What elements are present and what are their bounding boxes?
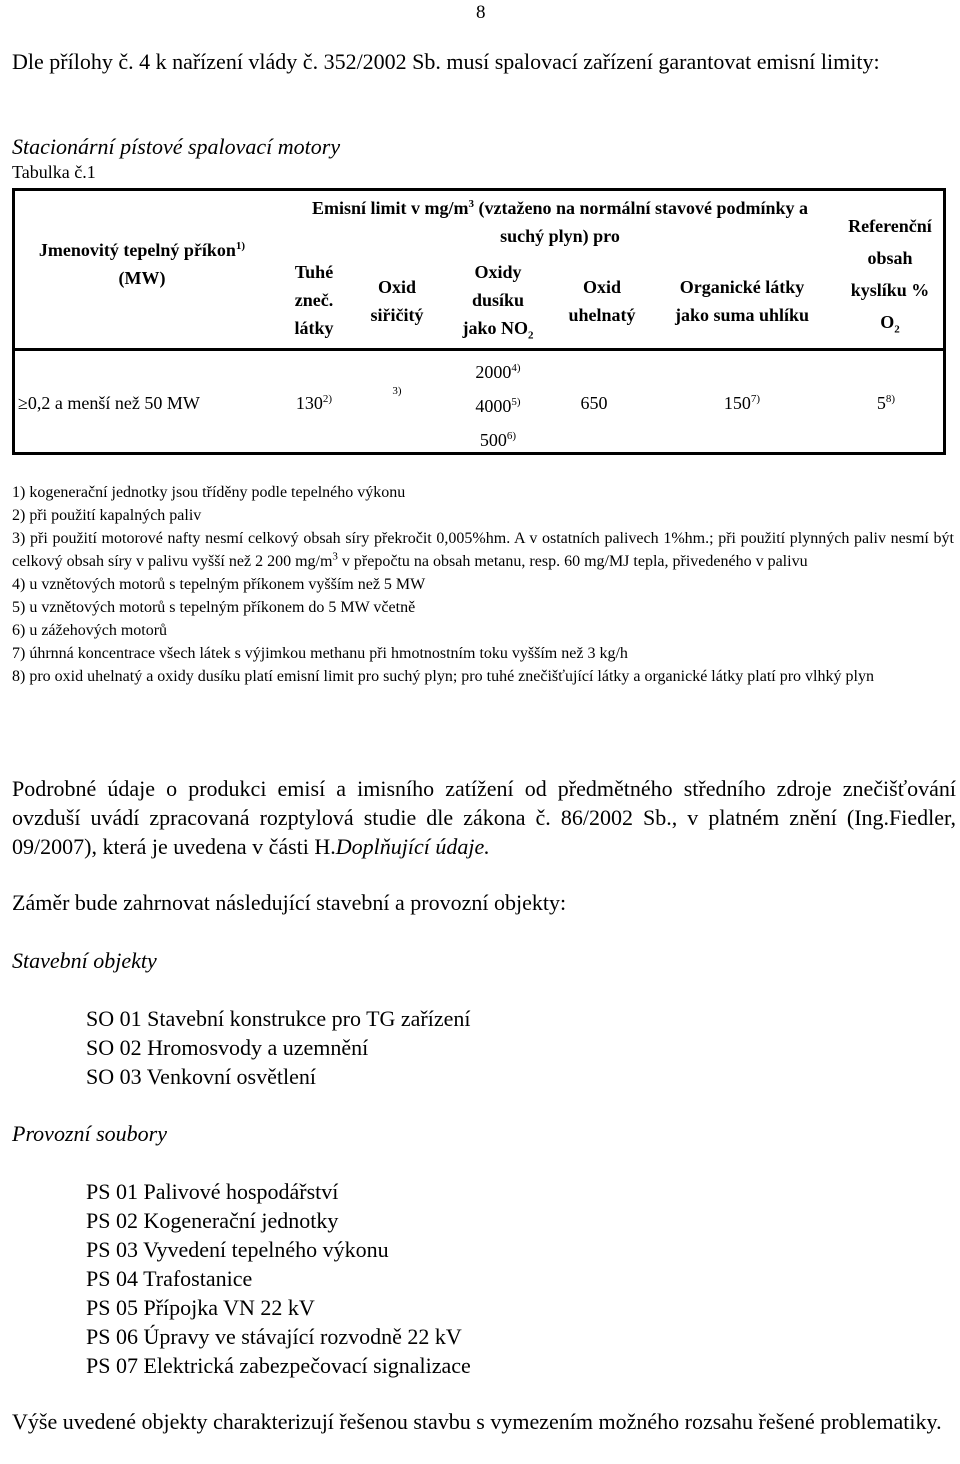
emissions-paragraph <box>12 774 956 861</box>
header-ref-4: O <box>880 312 895 332</box>
nox-value-2: 4000 <box>475 396 512 416</box>
row-so2-value <box>352 381 442 409</box>
list-item: PS 01 Palivové hospodářství <box>86 1179 339 1204</box>
table-subtitle: Stacionární pístové spalovací motory <box>12 134 341 159</box>
header-ref-sub: 2 <box>894 323 900 336</box>
header-emission-group <box>290 194 830 250</box>
list-item: PS 05 Přípojka VN 22 kV <box>86 1295 315 1320</box>
footnote-3-text-b: v přepočtu na obsah metanu, resp. 60 mg/MJ tepla, přivedeného v palivu <box>337 553 808 570</box>
list-item: SO 01 Stavební konstrukce pro TG zařízení <box>86 1006 471 1031</box>
header-co-2: uhelnatý <box>568 305 636 325</box>
header-organic <box>652 273 832 329</box>
header-nox-sub: 2 <box>528 329 534 342</box>
construction-objects-heading: Stavební objekty <box>12 948 157 973</box>
header-organic-2: jako suma uhlíku <box>674 305 810 325</box>
list-item: SO 03 Venkovní osvětlení <box>86 1064 316 1089</box>
header-nox-2: dusíku <box>471 290 525 310</box>
list-item: SO 02 Hromosvody a uzemnění <box>86 1035 369 1060</box>
nox-note-1: 4) <box>511 362 521 374</box>
organic-value: 150 <box>723 393 751 413</box>
header-co <box>552 273 652 329</box>
table-footnotes <box>12 481 954 688</box>
page-number: 8 <box>476 2 486 23</box>
list-item: PS 04 Trafostanice <box>86 1266 253 1291</box>
construction-objects-list <box>86 1004 471 1091</box>
header-ref-1: Referenční <box>848 216 932 236</box>
operating-units-list <box>86 1177 471 1380</box>
header-nox <box>446 258 550 342</box>
emissions-paragraph-text: Podrobné údaje o produkci emisí a imisního zatížení od předmětného středního zdroje znečišťování ovzduší uvádí zpracovaná rozptylová studie dle zákona č. 86/2002 Sb., v platném znění (Ing.Fiedler, 09/2007), která je uvedena v části H. <box>12 776 956 859</box>
solid-note: 2) <box>322 393 333 405</box>
row-reference-value <box>834 389 938 417</box>
nox-note-3: 6) <box>506 430 517 442</box>
header-ref-2: obsah <box>867 248 913 268</box>
table-label: Tabulka č.1 <box>12 162 96 182</box>
header-power-note: 1) <box>235 240 246 252</box>
header-so2-1: Oxid <box>377 277 416 297</box>
emissions-paragraph-reference: Doplňující údaje. <box>335 834 490 859</box>
intro-text: Dle přílohy č. 4 k nařízení vlády č. 352/2002 Sb. musí spalovací zařízení garantovat emisní limity: <box>12 49 880 74</box>
row-solid-value <box>282 389 346 417</box>
header-solid-2: zneč. <box>294 290 334 310</box>
footnote-1: 1) kogenerační jednotky jsou tříděny podle tepelného výkonu <box>12 484 406 501</box>
header-co-1: Oxid <box>582 277 621 297</box>
footnote-3-text-a: 3) při použití motorové nafty nesmí celkový obsah síry překročit 0,005%hm. A v ostatních palivech 1%hm.; při použití plynných paliv nesmí být celkový obsah síry v palivu vyšší než 2 200 mg/m <box>12 530 954 570</box>
so2-note: 3) <box>392 385 402 397</box>
footnote-4: 4) u vznětových motorů s tepelným příkonem vyšším než 5 MW <box>12 576 426 593</box>
header-solid <box>282 258 346 342</box>
closing-paragraph: Výše uvedené objekty charakterizují řešenou stavbu s vymezením možného rozsahu řešené problematiky. <box>12 1409 942 1434</box>
list-item: PS 07 Elektrická zabezpečovací signalizace <box>86 1353 471 1378</box>
footnote-8: 8) pro oxid uhelnatý a oxidy dusíku platí emisní limit pro suchý plyn; pro tuhé znečišťující látky a organické látky platí pro vlhký plyn <box>12 668 874 685</box>
header-so2 <box>352 273 442 329</box>
header-power-label: Jmenovitý tepelný příkon <box>38 240 236 260</box>
reference-value: 5 <box>876 393 886 413</box>
footnote-3-sup: 3 <box>332 550 338 563</box>
solid-value: 130 <box>295 393 323 413</box>
header-group-text-a: Emisní limit v mg/m <box>311 198 469 218</box>
footnote-6: 6) u zážehových motorů <box>12 622 168 639</box>
header-group-sup: 3 <box>468 198 474 210</box>
list-item: PS 02 Kogenerační jednotky <box>86 1208 339 1233</box>
organic-note: 7) <box>750 393 761 405</box>
footnote-3 <box>12 527 954 573</box>
header-solid-3: látky <box>294 318 334 338</box>
header-reference-oxygen <box>834 210 946 338</box>
header-solid-1: Tuhé <box>294 262 334 282</box>
header-so2-2: siřičitý <box>370 305 424 325</box>
reference-note: 8) <box>885 393 896 405</box>
header-power <box>14 236 270 292</box>
nox-note-2: 5) <box>511 396 521 408</box>
header-organic-1: Organické látky <box>679 277 805 297</box>
footnote-2: 2) při použití kapalných paliv <box>12 507 202 524</box>
nox-value-1: 2000 <box>475 362 512 382</box>
header-nox-1: Oxidy <box>474 262 522 282</box>
header-nox-3: jako NO <box>462 318 528 338</box>
footnote-5: 5) u vznětových motorů s tepelným příkonem do 5 MW včetně <box>12 599 416 616</box>
footnote-7: 7) úhrnná koncentrace všech látek s výjimkou methanu při hmotnostním toku vyšším než 3 kg/h <box>12 645 628 662</box>
list-item: PS 03 Vyvedení tepelného výkonu <box>86 1237 389 1262</box>
row-nox-values <box>446 355 550 457</box>
nox-value-3: 500 <box>479 430 507 450</box>
operating-units-heading: Provozní soubory <box>12 1121 168 1146</box>
row-organic-value <box>652 389 832 417</box>
objects-intro: Záměr bude zahrnovat následující stavební a provozní objekty: <box>12 890 567 915</box>
header-ref-3: kyslíku % <box>850 280 930 300</box>
header-group-text-b: (vztaženo na normální stavové podmínky a suchý plyn) pro <box>478 198 808 246</box>
header-power-unit: (MW) <box>118 268 166 288</box>
table-header-divider <box>12 348 946 351</box>
row-power-range: ≥0,2 a menší než 50 MW <box>18 393 200 413</box>
row-co-value: 650 <box>580 393 608 413</box>
list-item: PS 06 Úpravy ve stávající rozvodně 22 kV <box>86 1324 462 1349</box>
